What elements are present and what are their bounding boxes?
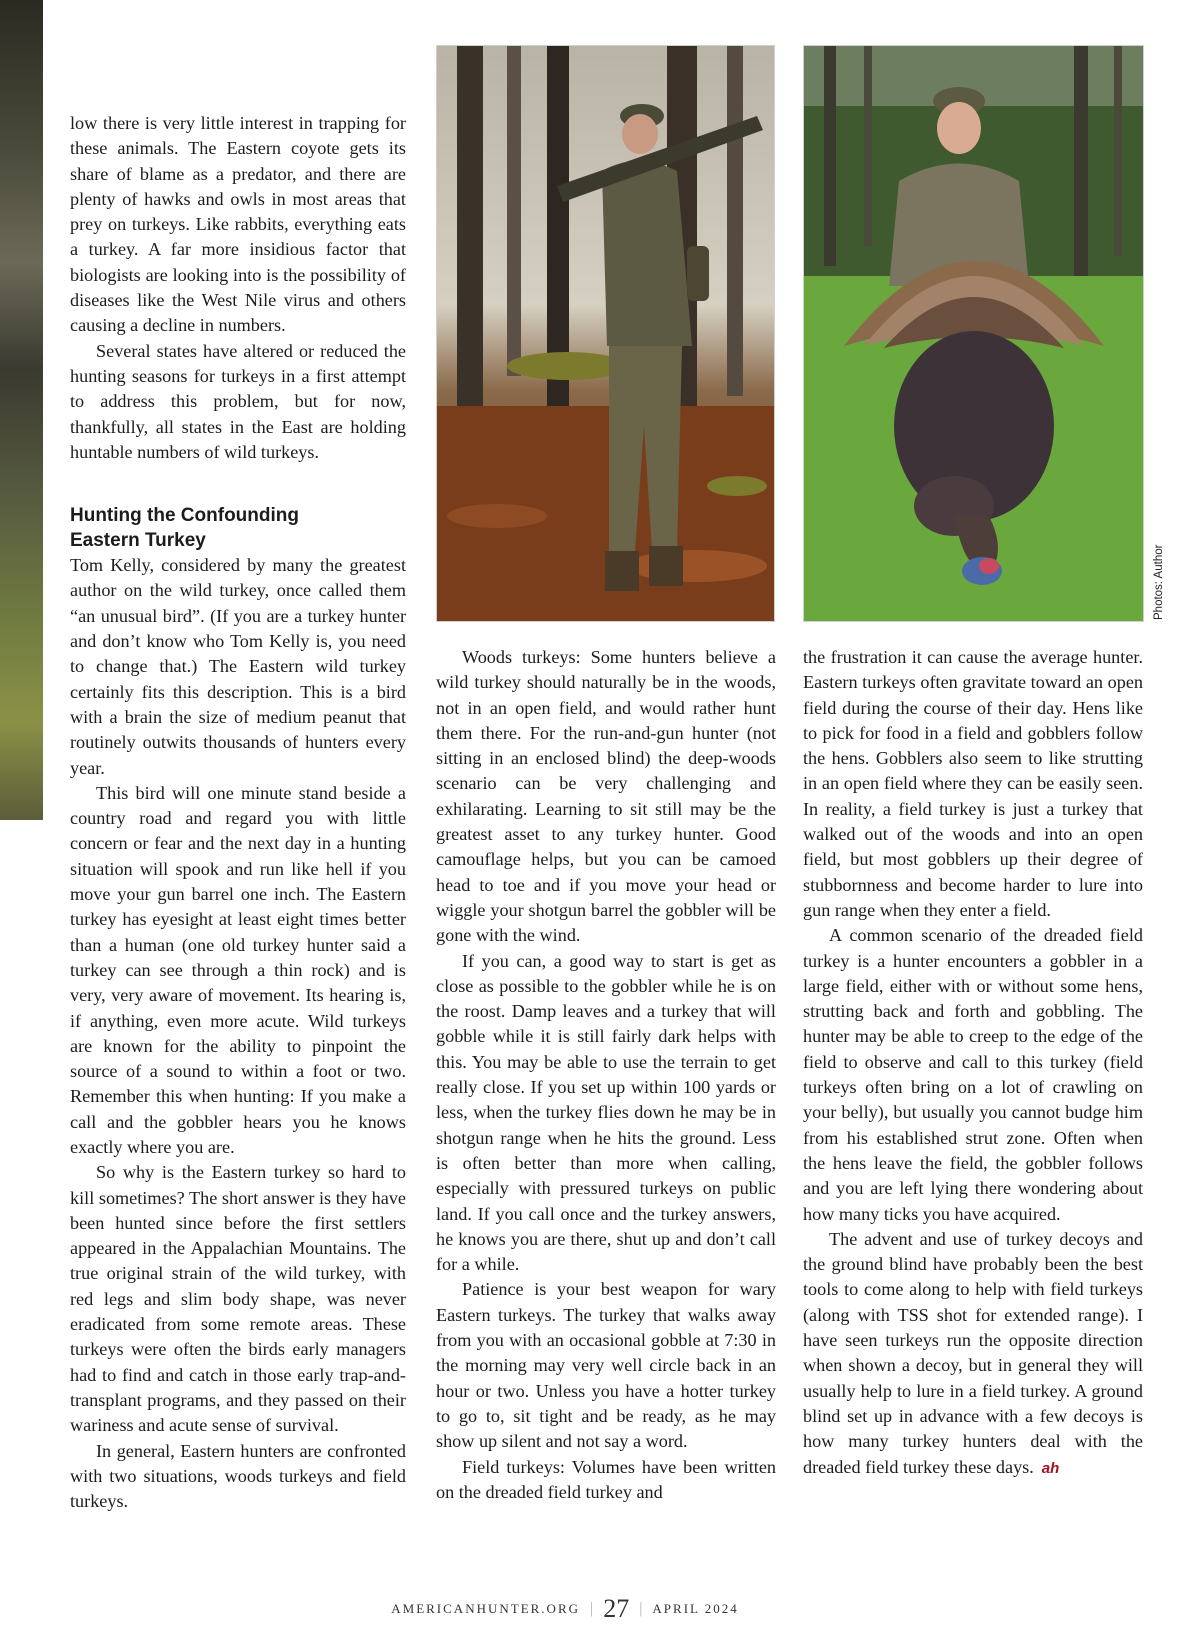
photo-credit: Photos: Author — [1153, 544, 1165, 620]
footer-divider: | — [590, 1600, 594, 1617]
section-heading-line-2: Eastern Turkey — [70, 530, 206, 552]
footer-site: AMERICANHUNTER.ORG — [391, 1601, 580, 1616]
article-column-1 — [70, 111, 406, 1514]
paragraph: A common scenario of the dreaded field turkey is a hunter encounters a gobbler in a large field, either with or without some hens, strutting back and forth and gobbling. The hunter may be able to creep to the edge of the field to observe and call to this turkey (field turkeys often bring on a lot of crawling on your belly), but usually you cannot budge him from his established strut zone. Often when the hens leave the field, the gobbler follows and you are left lying there wondering about how many ticks you have acquired. — [803, 925, 1143, 1224]
article-column-3 — [803, 645, 1143, 1481]
footer-date: APRIL 2024 — [652, 1601, 739, 1616]
paragraph: Several states have altered or reduced the hunting seasons for turkeys in a first attempt to address this problem, but for now, thankfully, all states in the East are holding huntable numbers of wild turkeys. — [70, 340, 406, 462]
paragraph: If you can, a good way to start is get as close as possible to the gobbler while he is on the roost. Damp leaves and a turkey that will gobble while it is still fairly dark helps with this. You may be able to use the terrain to get really close. If you set up within 100 yards or less, when the turkey flies down he may be in shotgun range when he hits the ground. Less is often better than more when calling, especially with pressured turkeys on public land. If you call once and the turkey answers, he knows you are there, shut up and don’t call for a while. — [436, 950, 776, 1275]
adjacent-page-photo-edge — [0, 0, 43, 820]
paragraph: In general, Eastern hunters are confronted with two situations, woods turkeys and field turkeys. — [70, 1440, 406, 1512]
paragraph-text: The advent and use of turkey decoys and the ground blind have probably been the best tools to come along to help with field turkeys (along with TSS shot for extended range). I have seen turkeys run the opposite direction when shown a decoy, but in general they will usually help to lure in a field turkey. A ground blind set up in advance with a few decoys is how many turkey hunters deal with the dreaded field turkey these days. — [803, 1228, 1143, 1477]
paragraph: Field turkeys: Volumes have been written on the dreaded field turkey and — [436, 1456, 776, 1502]
section-heading — [70, 503, 406, 553]
section-heading-line-1: Hunting the Confounding — [70, 505, 299, 527]
footer-divider: | — [639, 1600, 643, 1617]
article-column-2 — [436, 645, 776, 1505]
paragraph — [803, 1227, 1143, 1481]
paragraph: This bird will one minute stand beside a country road and regard you with little concern or fear and the next day in a hunting situation will spook and run like hell if you move your gun barrel one inch. The Eastern turkey has eyesight at least eight times better than a human (one old turkey hunter said a turkey can see through a thin rock) and is very, very aware of movement. Its hearing is, if anything, even more acute. Wild turkeys are known for the ability to pinpoint the source of a sound to within a foot or two. Remember this when hunting: If you make a call and the gobbler hears you he knows exactly where you are. — [70, 782, 406, 1157]
paragraph: low there is very little interest in trapping for these animals. The Eastern coyote gets its share of blame as a predator, and there are plenty of hawks and owls in most areas that prey on turkeys. Like rabbits, everything eats a turkey. A far more insidious factor that biologists are looking into is the possibility of diseases like the West Nile virus and others causing a decline in numbers. — [70, 113, 406, 336]
photo-hunter-in-woods — [436, 45, 775, 622]
photo-hunter-with-turkey — [803, 45, 1144, 622]
paragraph: Tom Kelly, considered by many the greatest author on the wild turkey, once called them “an unusual bird”. (If you are a turkey hunter and don’t know who Tom Kelly is, you need to change that.) The Eastern wild turkey certainly fits this description. This is a bird with a brain the size of medium peanut that routinely outwits thousands of hunters every year. — [70, 555, 406, 778]
paragraph: So why is the Eastern turkey so hard to kill sometimes? The short answer is they have been hunted since before the first settlers appeared in the Appalachian Mountains. The true original strain of the wild turkey, with red legs and slim body shape, was never eradicated from some remote areas. These turkeys were often the birds early managers had to find and catch in those early trap-and-transplant programs, and they passed on their wariness and acute sense of survival. — [70, 1162, 406, 1436]
end-mark-logo: ah — [1041, 1459, 1060, 1477]
paragraph: Woods turkeys: Some hunters believe a wild turkey should naturally be in the woods, not in an open field, and would rather hunt them there. For the run-and-gun hunter (not sitting in an enclosed blind) the deep-woods scenario can be very challenging and exhilarating. Learning to sit still may be the greatest asset to any turkey hunter. Good camouflage helps, but you can be camoed head to toe and if you move your head or wiggle your shotgun barrel the gobbler will be gone with the wind. — [436, 647, 776, 946]
page-number: 27 — [603, 1594, 630, 1623]
paragraph: Patience is your best weapon for wary Eastern turkeys. The turkey that walks away from you with an occasional gobble at 7:30 in the morning may very well circle back in an hour or two. Unless you have a hotter turkey to go to, sit tight and be ready, as he may show up silent and not say a word. — [436, 1279, 776, 1452]
page-footer — [0, 1594, 1130, 1624]
paragraph: the frustration it can cause the average hunter. Eastern turkeys often gravitate toward an open field during the course of their day. Hens like to pick for food in a field and gobblers follow the hens. Gobblers also seem to like strutting in an open field where they can be easily seen. In reality, a field turkey is just a turkey that walked out of the woods and into an open field, but most gobblers up their degree of stubbornness and become harder to lure into gun range when they enter a field. — [803, 647, 1143, 920]
